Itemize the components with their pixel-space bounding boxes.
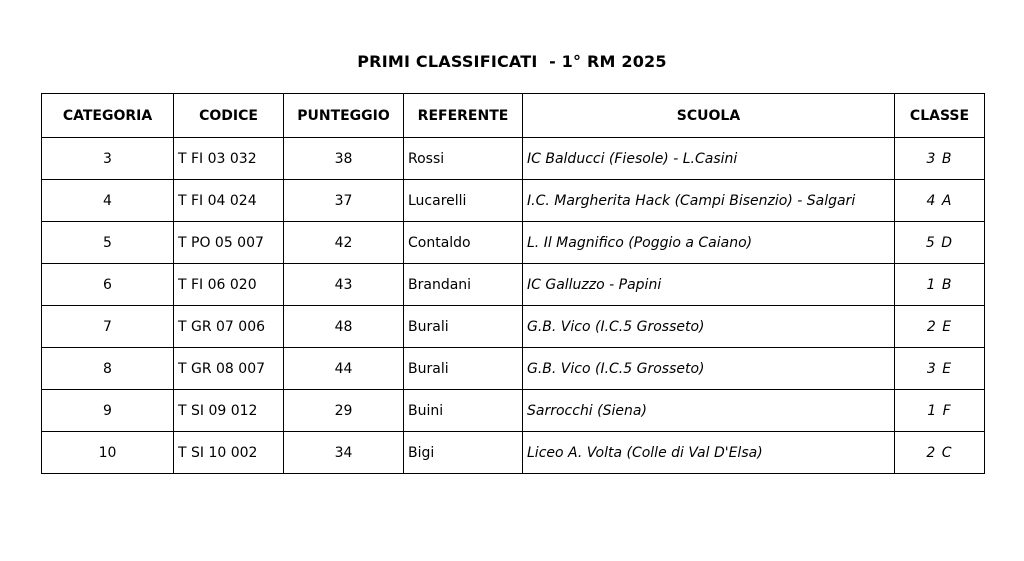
cell-scuola: Sarrocchi (Siena) xyxy=(523,390,895,432)
table-row xyxy=(42,180,985,222)
cell-codice: T GR 07 006 xyxy=(174,306,284,348)
cell-scuola: I.C. Margherita Hack (Campi Bisenzio) - Salgari xyxy=(523,180,895,222)
cell-classe: 3 E xyxy=(895,348,985,390)
cell-categoria: 4 xyxy=(42,180,174,222)
cell-scuola: IC Balducci (Fiesole) - L.Casini xyxy=(523,138,895,180)
cell-codice: T GR 08 007 xyxy=(174,348,284,390)
table-row xyxy=(42,264,985,306)
cell-categoria: 6 xyxy=(42,264,174,306)
table-row xyxy=(42,306,985,348)
cell-scuola: L. Il Magnifico (Poggio a Caiano) xyxy=(523,222,895,264)
cell-scuola: G.B. Vico (I.C.5 Grosseto) xyxy=(523,348,895,390)
cell-categoria: 5 xyxy=(42,222,174,264)
header-categoria: CATEGORIA xyxy=(42,94,174,138)
header-scuola: SCUOLA xyxy=(523,94,895,138)
table-header-row xyxy=(42,94,985,138)
cell-punteggio: 44 xyxy=(284,348,404,390)
table-row xyxy=(42,138,985,180)
cell-referente: Brandani xyxy=(404,264,523,306)
table-row xyxy=(42,390,985,432)
cell-classe: 2 E xyxy=(895,306,985,348)
cell-codice: T FI 03 032 xyxy=(174,138,284,180)
cell-referente: Contaldo xyxy=(404,222,523,264)
cell-codice: T FI 06 020 xyxy=(174,264,284,306)
cell-classe: 2 C xyxy=(895,432,985,474)
cell-scuola: Liceo A. Volta (Colle di Val D'Elsa) xyxy=(523,432,895,474)
cell-punteggio: 38 xyxy=(284,138,404,180)
cell-punteggio: 37 xyxy=(284,180,404,222)
cell-classe: 1 B xyxy=(895,264,985,306)
cell-scuola: G.B. Vico (I.C.5 Grosseto) xyxy=(523,306,895,348)
cell-codice: T PO 05 007 xyxy=(174,222,284,264)
cell-punteggio: 34 xyxy=(284,432,404,474)
cell-codice: T FI 04 024 xyxy=(174,180,284,222)
page-title: PRIMI CLASSIFICATI - 1° RM 2025 xyxy=(357,52,667,71)
cell-classe: 1 F xyxy=(895,390,985,432)
cell-punteggio: 48 xyxy=(284,306,404,348)
header-referente: REFERENTE xyxy=(404,94,523,138)
header-punteggio: PUNTEGGIO xyxy=(284,94,404,138)
cell-punteggio: 43 xyxy=(284,264,404,306)
header-classe: CLASSE xyxy=(895,94,985,138)
cell-referente: Burali xyxy=(404,306,523,348)
cell-referente: Rossi xyxy=(404,138,523,180)
table-row xyxy=(42,348,985,390)
cell-codice: T SI 09 012 xyxy=(174,390,284,432)
cell-referente: Lucarelli xyxy=(404,180,523,222)
cell-classe: 3 B xyxy=(895,138,985,180)
table-row xyxy=(42,432,985,474)
cell-categoria: 3 xyxy=(42,138,174,180)
cell-codice: T SI 10 002 xyxy=(174,432,284,474)
cell-punteggio: 29 xyxy=(284,390,404,432)
cell-classe: 4 A xyxy=(895,180,985,222)
table-row xyxy=(42,222,985,264)
cell-categoria: 8 xyxy=(42,348,174,390)
cell-classe: 5 D xyxy=(895,222,985,264)
cell-categoria: 9 xyxy=(42,390,174,432)
cell-punteggio: 42 xyxy=(284,222,404,264)
results-table xyxy=(41,93,985,474)
cell-categoria: 10 xyxy=(42,432,174,474)
cell-referente: Burali xyxy=(404,348,523,390)
cell-referente: Buini xyxy=(404,390,523,432)
cell-scuola: IC Galluzzo - Papini xyxy=(523,264,895,306)
header-codice: CODICE xyxy=(174,94,284,138)
cell-categoria: 7 xyxy=(42,306,174,348)
cell-referente: Bigi xyxy=(404,432,523,474)
